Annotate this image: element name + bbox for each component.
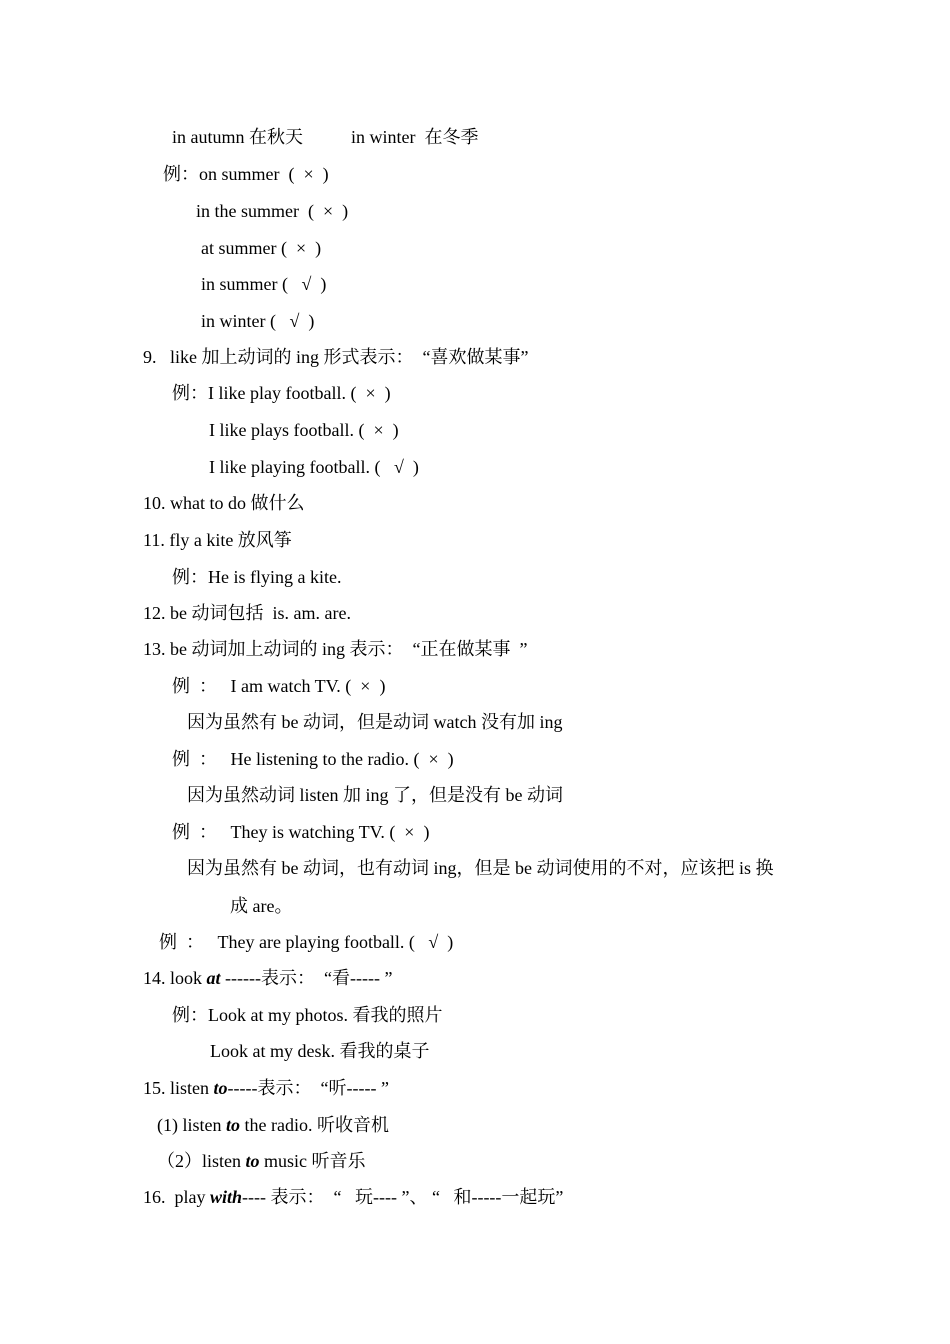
explanation-3-continued: 成 are。 (230, 896, 293, 916)
example-like-plays: I like plays football. ( × ) (209, 420, 399, 440)
autumn-phrase: in autumn 在秋天 (172, 127, 303, 147)
item-11-heading: 11. fly a kite 放风筝 (143, 530, 292, 550)
example-in-the-summer: in the summer ( × ) (196, 201, 349, 221)
example-he-listening: 例 ： He listening to the radio. ( × ) (172, 749, 454, 769)
example-listen-radio: (1) listen to the radio. 听收音机 (157, 1115, 389, 1135)
emphasis-at: at (206, 968, 221, 988)
explanation-3: 因为虽然有 be 动词，也有动词 ing，但是 be 动词使用的不对，应该把 is 换 (187, 858, 774, 878)
emphasis-to: to (245, 1151, 260, 1171)
example-am-watch: 例 ： I am watch TV. ( × ) (172, 676, 386, 696)
explanation-2: 因为虽然动词 listen 加 ing 了，但是没有 be 动词 (187, 785, 563, 805)
example-listen-music: （2）listen to music 听音乐 (157, 1151, 366, 1171)
explanation-1: 因为虽然有 be 动词，但是动词 watch 没有加 ing (187, 712, 563, 732)
item-14-heading: 14. look at ------表示： “看----- ” (143, 968, 393, 988)
item-13-heading: 13. be 动词加上动词的 ing 表示： “正在做某事 ” (143, 639, 528, 659)
example-at-summer: at summer ( × ) (201, 238, 322, 258)
example-like-play: 例：I like play football. ( × ) (172, 383, 391, 403)
example-flying-kite: 例：He is flying a kite. (172, 567, 342, 587)
example-in-winter: in winter ( √ ) (201, 311, 315, 331)
emphasis-to: to (226, 1115, 241, 1135)
item-10-heading: 10. what to do 做什么 (143, 493, 305, 513)
example-like-playing: I like playing football. ( √ ) (209, 457, 419, 477)
season-line-1 (172, 126, 479, 148)
item-15-heading: 15. listen to-----表示： “听----- ” (143, 1078, 389, 1098)
example-on-summer: 例：on summer ( × ) (163, 164, 329, 184)
emphasis-to: to (213, 1078, 228, 1098)
example-look-photos: 例：Look at my photos. 看我的照片 (172, 1005, 443, 1025)
item-9-heading: 9. like 加上动词的 ing 形式表示： “喜欢做某事” (143, 347, 529, 367)
example-they-are-playing: 例 ： They are playing football. ( √ ) (159, 932, 454, 952)
item-12-heading: 12. be 动词包括 is. am. are. (143, 603, 351, 623)
winter-phrase: in winter 在冬季 (351, 127, 479, 147)
example-they-is-watching: 例 ： They is watching TV. ( × ) (172, 822, 430, 842)
example-in-summer: in summer ( √ ) (201, 274, 327, 294)
item-16-heading: 16. play with---- 表示： “ 玩---- ”、 “ 和-----一起玩” (143, 1187, 564, 1207)
emphasis-with: with (210, 1187, 243, 1207)
example-look-desk: Look at my desk. 看我的桌子 (210, 1041, 430, 1061)
